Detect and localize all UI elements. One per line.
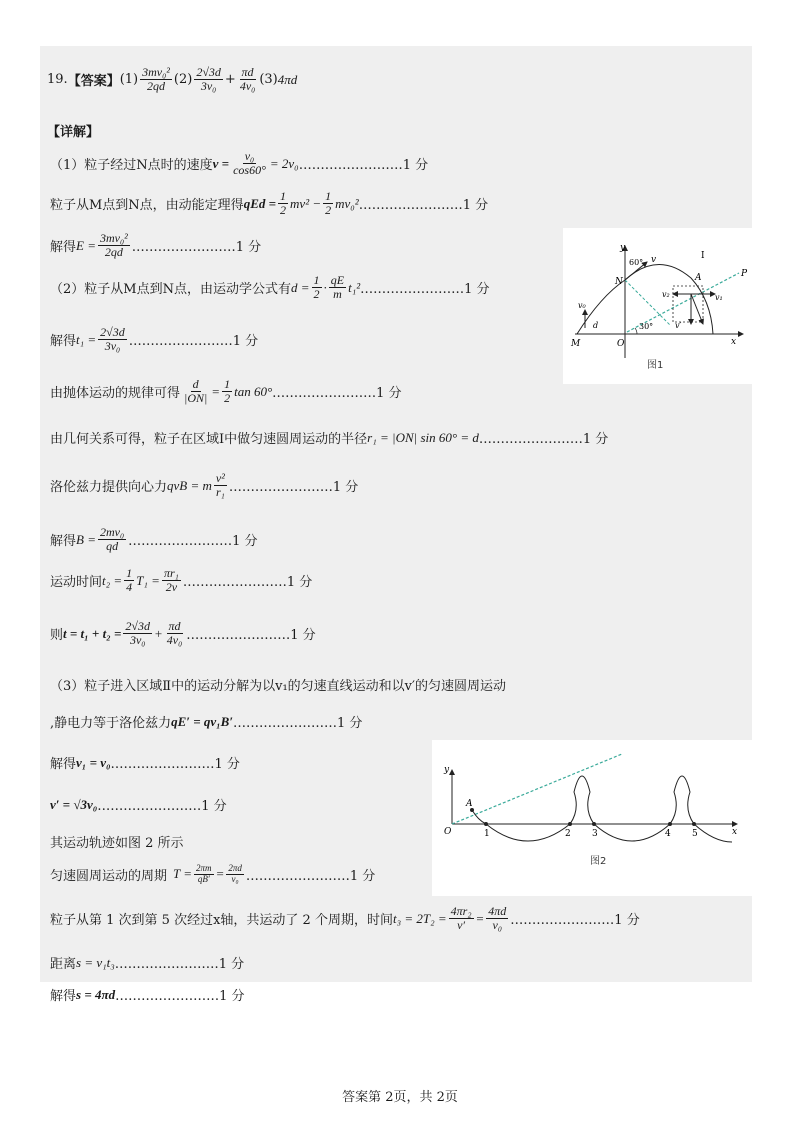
fig2-point-2 [568,822,572,826]
detail-label: 【详解】 [47,125,100,140]
fig1-label-n: N [615,277,623,287]
solution-line-13 [50,712,362,731]
fig1-label-o: O [617,339,625,349]
fig2-label-o: O [444,827,452,837]
fig1-label-x: x [731,337,737,347]
fig2-point-4 [668,822,672,826]
l4-score: ……………………1 分 [360,282,490,298]
page-footer: 答案第 2页，共 2页 [342,1090,458,1105]
l11-fraction-1 [123,620,152,647]
l4-fraction-2 [329,274,346,301]
l17-fraction-1 [194,864,214,885]
l4-fraction-1 [312,274,322,301]
fig2-label-5: 5 [692,829,698,839]
l7-text: 由几何关系可得，粒子在区域Ⅰ中做匀速圆周运动的半径 [50,432,368,447]
solution-line-5 [50,326,258,353]
l2-f2-num: 1 [325,189,332,203]
part1-numerator: 3mv₀² [142,65,170,79]
fig2-label-4: 4 [665,829,671,839]
solution-line-1 [50,150,428,177]
l17-lhs: T = [173,866,193,882]
l9-fraction [98,526,126,553]
figure-2 [432,740,752,896]
l11-f1-den: 3v₀ [129,633,146,648]
l2-lhs: qEd = [243,195,277,211]
fig2-label-2: 2 [565,829,571,839]
l4-text: （2）粒子从M点到N点，由运动学公式有 [50,282,291,298]
l15-score: ……………………1 分 [97,799,227,814]
l9-text: 解得 [50,534,77,550]
l10-f1-den: 4 [126,580,133,595]
fig2-point-1 [484,822,488,826]
l18-f2-den: v₀ [492,918,503,933]
l18-text: 粒子从第 1 次到第 5 次经过x轴，共运动了 2 个周期，时间 [50,913,393,929]
l20-math: s = 4πd [76,986,116,1002]
l10-text: 运动时间 [50,575,103,591]
l20-text: 解得 [50,989,77,1004]
fig1-label-a: A [695,273,702,283]
solution-line-8 [50,472,358,499]
l6-f-num: 1 [224,377,231,391]
figure-1-caption: 图1 [647,360,664,371]
solution-line-12 [50,675,506,694]
l7-math: r₁ = |ON| sin 60° = d [367,429,479,445]
solution-line-10 [50,567,312,594]
l6-f-den: 2 [224,391,231,406]
l2-end: mv₀² [335,195,359,211]
l20-score: ……………………1 分 [115,989,245,1004]
l5-fraction [98,326,127,353]
fig2-label-a: A [466,799,473,809]
l18-f1-num: 4πr₂ [450,904,472,918]
fig1-label-vprime: v′ [675,321,682,330]
fig2-point-5 [692,822,696,826]
plus-sign: + [224,72,236,88]
part2-fraction-b [238,66,258,93]
l4-f2-den: m [333,287,342,302]
l5-score: ……………………1 分 [128,334,259,350]
l1-num: v₀ [244,149,255,163]
l8-num: v² [215,471,225,485]
l1-lhs: v = [212,155,230,171]
l17-f2-den: v₀ [231,873,239,884]
l13-score: ……………………1 分 [233,716,363,731]
l6-end: tan 60° [234,383,273,399]
l2-score: ……………………1 分 [358,198,489,214]
fig2-label-y: y [444,765,450,775]
solution-line-6 [50,378,402,405]
l11-text: 则 [50,628,64,644]
figure-1 [563,228,753,374]
l2-f1-num: 1 [280,189,287,203]
l11-plus: + [153,625,163,641]
solution-line-17 [50,864,375,885]
l11-fraction-2 [165,620,185,647]
fig1-label-v2: v₂ [662,290,670,299]
l3-fraction [98,232,130,259]
solution-line-2 [50,190,488,217]
l19-text: 距离 [50,957,77,972]
l18-fraction-2 [486,905,508,932]
fig1-label-d: d [593,321,599,330]
l14-text: 解得 [50,757,77,772]
part1-tag: (1) [119,72,139,88]
l4-lhs: d = [290,279,310,295]
l1-rhs: = 2v₀ [269,155,299,171]
l18-f1-den: v′ [457,918,466,933]
l2-mid: mv² − [290,195,322,211]
l18-fraction-1 [449,905,474,932]
l18-eq: = [475,910,485,926]
l18-score: ……………………1 分 [510,913,640,929]
l2-fraction-1 [278,190,288,217]
l17-fraction-2 [226,864,244,885]
l8-score: ……………………1 分 [228,480,359,496]
fig1-angle-arc [635,328,637,334]
part2b-denominator: 4v₀ [239,79,256,94]
l12-text: （3）粒子进入区域Ⅱ中的运动分解为以v₁的匀速直线运动和以v′的匀速圆周运动 [50,679,506,694]
solution-line-19 [50,953,244,972]
l6-text: 由抛体运动的规律可得 [50,386,181,402]
l2-f2-den: 2 [325,203,332,218]
l19-math: s = v₁t₃ [76,954,115,970]
l9-num: 2mv₀ [99,525,125,539]
l10-mid: T₁ = [136,572,160,588]
l11-f2-num: πd [168,619,181,633]
figure-2-diagram [432,740,752,896]
l4-f1-den: 2 [313,287,320,302]
fig1-label-y: y [620,243,626,253]
l17-f2-num: 2πd [228,863,242,873]
l1-score: ……………………1 分 [298,158,429,174]
l16-text: 其运动轨迹如图 2 所示 [50,836,184,851]
l17-f1-num: 2πm [196,863,212,873]
l6-fraction-2 [222,378,232,405]
solution-line-18 [50,905,640,932]
l17-eq: = [215,866,225,882]
l19-score: ……………………1 分 [114,957,245,972]
question-number: 19. [47,72,68,88]
l13-math: qE′ = qv₁B′ [171,713,234,729]
fig2-label-1: 1 [484,829,490,839]
fig1-label-30: 30° [639,322,654,331]
figure-1-diagram [563,228,753,374]
l7-score: ……………………1 分 [478,432,609,447]
l4-end: t₁² [348,279,361,295]
l1-text: （1）粒子经过N点时的速度 [50,158,213,174]
l8-text: 洛伦兹力提供向心力 [50,480,168,496]
l10-fraction-2 [162,567,181,594]
l10-score: ……………………1 分 [182,575,313,591]
fig1-label-m: M [571,339,581,349]
solution-line-14 [50,753,240,772]
fig1-label-region: Ⅰ [701,251,705,261]
fig1-label-v0: v₀ [578,301,586,310]
l5-text: 解得 [50,334,77,350]
l8-den: r₁ [215,485,225,500]
l10-lhs: t₂ = [102,572,123,588]
part2a-numerator: 2√3d [196,65,221,79]
figure-2-caption: 图2 [590,856,607,867]
l3-num: 3mv₀² [99,231,128,245]
answer-label: 【答案】 [67,74,120,90]
part1-denominator: 2qd [147,79,165,94]
l10-f1-num: 1 [126,566,133,580]
fig1-label-v: v [651,255,657,265]
solution-line-16 [50,832,184,851]
l4-f1-num: 1 [313,273,320,287]
part3-value: 4πd [277,71,298,87]
fig2-label-3: 3 [592,829,598,839]
part2-tag: (2) [173,72,193,88]
l11-f1-num: 2√3d [125,619,150,633]
l18-lhs: t₃ = 2T₂ = [392,910,447,926]
solution-line-3 [50,232,261,259]
l5-num: 2√3d [100,325,125,339]
fig1-label-60: 60° [629,258,644,267]
part2a-denominator: 3v₀ [200,79,217,94]
fig2-point-3 [592,822,596,826]
fig2-boundary [452,754,622,824]
part2-fraction-a [194,66,223,93]
l2-f1-den: 2 [280,203,287,218]
l11-score: ……………………1 分 [186,628,316,644]
l9-lhs: B = [76,531,96,547]
l6-den: |ON| [184,391,208,406]
l17-text: 匀速圆周运动的周期 [50,868,168,884]
l6-eq: = [211,383,221,399]
fig1-velocity-box [673,286,703,322]
l3-text: 解得 [50,240,77,256]
l14-math: v₁ = v₀ [76,754,111,770]
solution-line-20 [50,985,245,1004]
l2-fraction-2 [323,190,333,217]
part3-tag: (3) [259,72,278,88]
l10-fraction-1 [124,567,134,594]
answer-line [47,66,297,93]
fig2-label-x: x [732,827,738,837]
fig1-velocity-v [691,294,703,324]
fig1-radius-dashed [625,280,671,326]
fig1-label-v1: v₁ [715,293,723,302]
l2-text: 粒子从M点到N点，由动能定理得 [50,198,244,214]
part2b-numerator: πd [241,65,254,79]
l6-fraction-1 [182,378,209,405]
l11-f2-den: 4v₀ [166,633,183,648]
solution-line-9 [50,526,258,553]
solution-line-11 [50,620,316,647]
l1-fraction [231,150,268,177]
fig1-label-p: P [741,269,748,279]
l17-score: ……………………1 分 [245,868,376,884]
l13-text: ,静电力等于洛伦兹力 [50,716,172,731]
l4-f2-num: qE [330,273,345,287]
l3-lhs: E = [76,237,96,253]
l1-den: cos60° [233,163,266,178]
l3-score: ……………………1 分 [131,240,262,256]
l5-den: 3v₀ [104,339,121,354]
l15-math: v′ = √3v₀ [50,796,98,812]
l6-score: ……………………1 分 [272,386,402,402]
l9-score: ……………………1 分 [128,534,258,550]
l4-dot: · [323,279,327,295]
l10-f2-num: πr₁ [163,566,179,580]
solution-line-7 [50,428,608,447]
l18-f2-num: 4πd [488,904,507,918]
part1-fraction [140,66,172,93]
l3-den: 2qd [104,245,123,260]
solution-line-4 [50,274,490,301]
l8-fraction [214,472,227,499]
l6-num: d [192,377,199,391]
l17-f1-den: qB′ [197,873,210,884]
solution-line-15 [50,795,227,814]
l14-score: ……………………1 分 [110,757,240,772]
l5-lhs: t₁ = [76,331,97,347]
l9-den: qd [106,539,119,554]
l8-lhs: qvB = m [167,477,212,493]
l10-f2-den: 2v [165,580,178,595]
l11-lhs: t = t₁ + t₂ = [63,625,122,641]
